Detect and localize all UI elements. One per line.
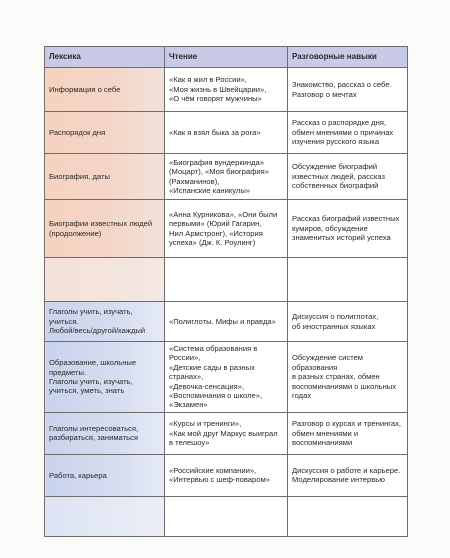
- table-row: [45, 112, 408, 154]
- lexicon-cell-line: Биография, даты: [49, 171, 110, 181]
- lexicon-cell-line: Распорядок дня: [49, 127, 106, 137]
- reading-cell: [165, 200, 288, 258]
- reading-cell: [165, 112, 288, 154]
- speaking-cell: [288, 302, 408, 342]
- table-row: [45, 154, 408, 200]
- lexicon-cell-line: Образование, школьные: [49, 358, 137, 368]
- empty-row: [45, 496, 408, 536]
- speaking-cell-line: воспоминаниями о школьных: [292, 381, 397, 391]
- table-row: [45, 302, 408, 342]
- table-row: [45, 68, 408, 112]
- lexicon-cell-line: учиться, уметь, знать: [49, 386, 125, 396]
- empty-cell: [165, 496, 288, 536]
- reading-cell-line: «Как я взял быка за рога»: [169, 127, 261, 137]
- speaking-cell: [288, 412, 408, 454]
- lexicon-cell: [45, 342, 165, 413]
- reading-cell-line: «Интервью с шеф-поваром»: [169, 475, 270, 485]
- speaking-cell: [288, 154, 408, 200]
- lexicon-cell: [45, 412, 165, 454]
- reading-cell-line: «Как я жил в России»,: [169, 75, 247, 85]
- reading-cell-line: «Экзамен»: [169, 400, 208, 410]
- reading-cell: [165, 68, 288, 112]
- reading-cell-line: успеха» (Дж. К. Роулинг): [169, 237, 256, 247]
- speaking-cell-line: Обсуждение биографий: [292, 162, 378, 172]
- reading-cell-line: «Система образования в России»,: [169, 344, 258, 363]
- speaking-cell-line: Рассказ биографий известных: [292, 214, 400, 224]
- reading-cell-line: «Биография вундеркинда»: [169, 157, 264, 167]
- empty-cell: [288, 258, 408, 302]
- reading-cell: [165, 342, 288, 413]
- lexicon-cell: [45, 200, 165, 258]
- speaking-cell-line: Разговор о курсах и тренингах,: [292, 419, 402, 429]
- lexicon-cell: [45, 68, 165, 112]
- table-row: [45, 412, 408, 454]
- lexicon-cell-line: Глаголы учить, изучать, учиться.: [49, 307, 133, 326]
- speaking-cell-line: изучения русского языка: [292, 137, 380, 147]
- reading-cell-line: «Воспоминания о школе»,: [169, 391, 263, 401]
- reading-cell-line: (Моцарт), «Моя биография»: [169, 167, 269, 177]
- reading-cell: [165, 154, 288, 200]
- speaking-cell-line: об иностранных языках: [292, 321, 376, 331]
- speaking-cell-line: знаменитых историй успеха: [292, 233, 391, 243]
- speaking-cell-line: Разговор о мечтах: [292, 89, 357, 99]
- lexicon-cell: [45, 112, 165, 154]
- lexicon-cell-line: Работа, карьера: [49, 470, 107, 480]
- reading-cell: [165, 454, 288, 496]
- lexicon-cell-line: Информация о себе: [49, 84, 121, 94]
- empty-row: [45, 258, 408, 302]
- speaking-cell-line: Рассказ о распорядке дня,: [292, 118, 387, 128]
- empty-cell: [165, 258, 288, 302]
- reading-cell-line: «Как мой друг Маркус выиграл: [169, 428, 278, 438]
- lexicon-cell: [45, 454, 165, 496]
- lexicon-cell-line: разбираться, заниматься: [49, 433, 138, 443]
- table-row: [45, 342, 408, 413]
- speaking-cell-line: в разных странах, обмен: [292, 372, 380, 382]
- lexicon-cell-line: (продолжение): [49, 228, 102, 238]
- speaking-cell-line: Моделирование интервью: [292, 475, 385, 485]
- lexicon-cell-line: Биографии известных людей: [49, 219, 153, 229]
- speaking-cell-line: обмен мнениями и: [292, 428, 359, 438]
- speaking-cell-line: известных людей, рассказ: [292, 171, 385, 181]
- speaking-cell: [288, 112, 408, 154]
- speaking-cell: [288, 454, 408, 496]
- speaking-cell-line: воспоминаниями: [292, 438, 353, 448]
- reading-cell-line: «Моя жизнь в Швейцарии»,: [169, 84, 267, 94]
- speaking-cell-line: Обсуждение систем образования: [292, 353, 364, 372]
- reading-cell-line: «Российские компании»,: [169, 465, 257, 475]
- reading-cell-line: «Курсы и тренинги»,: [169, 419, 242, 429]
- lexicon-cell-line: предметы.: [49, 367, 87, 377]
- reading-cell: [165, 412, 288, 454]
- table-row: [45, 454, 408, 496]
- speaking-cell-line: Дискуссия о работе и карьере.: [292, 465, 401, 475]
- lexicon-cell-line: Глаголы интересоваться,: [49, 423, 139, 433]
- reading-cell-line: (Рахманинов),: [169, 176, 220, 186]
- lexicon-cell-line: Любой/весь/другой/каждый: [49, 326, 146, 336]
- header-lexicon: Лексика: [45, 47, 165, 68]
- speaking-cell-line: Дискуссия о полиглотах,: [292, 312, 379, 322]
- reading-cell-line: Нил Армстронг), «История: [169, 228, 263, 238]
- reading-cell-line: «Полиглоты. Мифы и правда»: [169, 316, 276, 326]
- reading-cell-line: первыми» (Юрий Гагарин,: [169, 219, 262, 229]
- speaking-cell-line: обмен мнениями о причинах: [292, 127, 394, 137]
- speaking-cell: [288, 342, 408, 413]
- empty-cell: [45, 496, 165, 536]
- table-row: [45, 200, 408, 258]
- speaking-cell: [288, 200, 408, 258]
- reading-cell-line: «Детские сады в разных странах»,: [169, 362, 255, 382]
- speaking-cell-line: годах: [292, 391, 312, 401]
- speaking-cell-line: Знакомство, рассказ о себе.: [292, 80, 392, 90]
- header-reading: Чтение: [165, 47, 288, 68]
- reading-cell-line: «Девочка-сенсация»,: [169, 381, 245, 391]
- speaking-cell: [288, 68, 408, 112]
- lexicon-cell-line: Глаголы учить, изучать,: [49, 376, 133, 386]
- empty-cell: [45, 258, 165, 302]
- header-speaking: Разговорные навыки: [288, 47, 408, 68]
- speaking-cell-line: кумиров, обсуждение: [292, 223, 368, 233]
- reading-cell-line: «Испанские каникулы»: [169, 185, 250, 195]
- reading-cell: [165, 302, 288, 342]
- speaking-cell-line: собственных биографий: [292, 181, 379, 191]
- header-row: [45, 47, 408, 68]
- curriculum-table: [44, 46, 408, 537]
- lexicon-cell: [45, 302, 165, 342]
- empty-cell: [288, 496, 408, 536]
- lexicon-cell: [45, 154, 165, 200]
- reading-cell-line: «О чём говорят мужчины»: [169, 94, 262, 104]
- reading-cell-line: «Анна Курникова», «Они были: [169, 209, 278, 219]
- reading-cell-line: в телешоу»: [169, 438, 210, 448]
